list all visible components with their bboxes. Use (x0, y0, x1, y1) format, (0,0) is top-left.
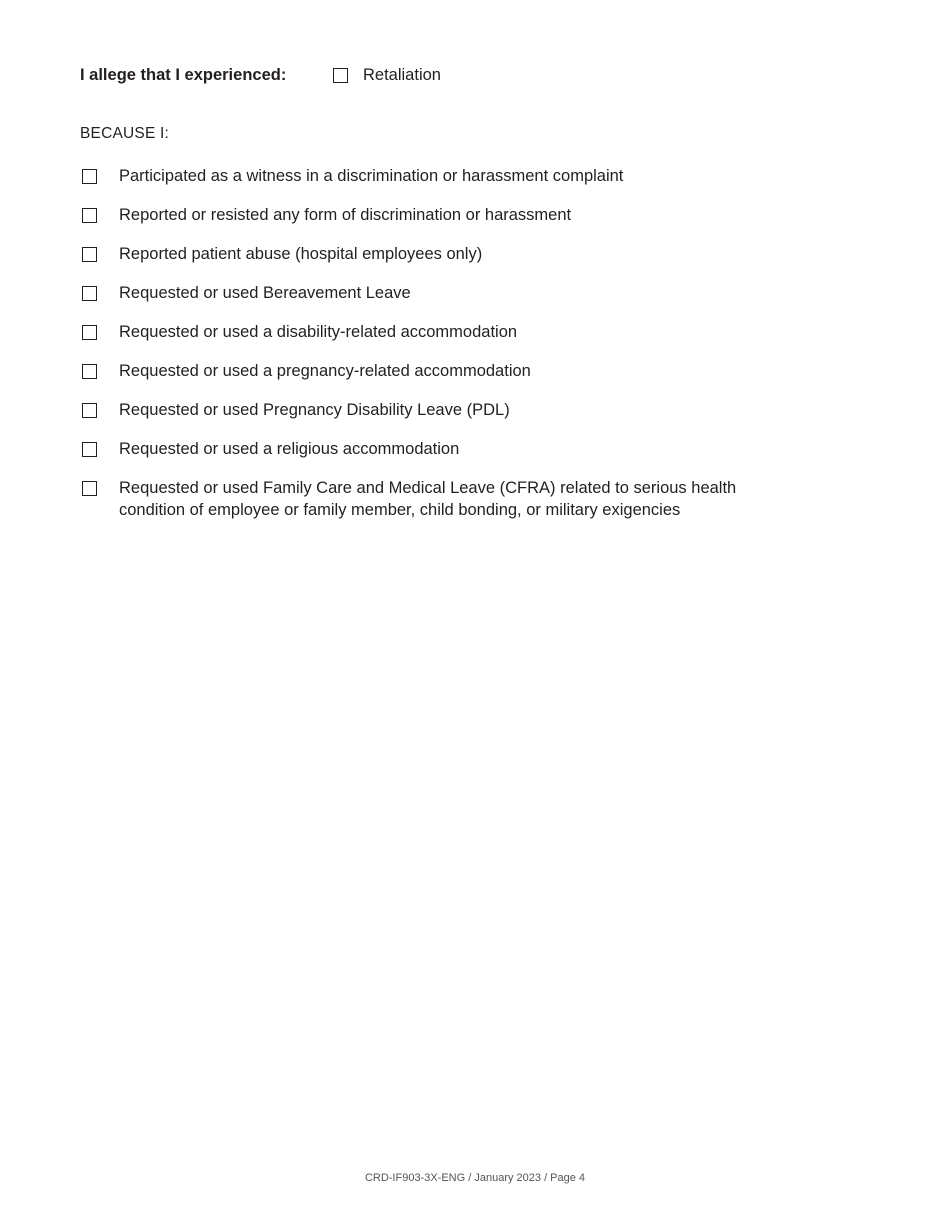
reason-checkbox[interactable] (82, 208, 97, 223)
reason-list (82, 165, 782, 533)
reason-checkbox[interactable] (82, 286, 97, 301)
reason-checkbox[interactable] (82, 247, 97, 262)
reason-label: Participated as a witness in a discrimination or harassment complaint (119, 167, 624, 185)
reason-label: Requested or used a religious accommodation (119, 440, 460, 458)
reason-checkbox[interactable] (82, 442, 97, 457)
reason-item-witness[interactable] (82, 165, 782, 204)
reason-label: Requested or used Bereavement Leave (119, 284, 411, 302)
reason-checkbox[interactable] (82, 325, 97, 340)
reason-item-disability-accommodation[interactable] (82, 321, 782, 360)
reason-item-cfra[interactable] (82, 477, 782, 533)
reason-checkbox[interactable] (82, 481, 97, 496)
page-footer: CRD-IF903-3X-ENG / January 2023 / Page 4 (364, 1172, 586, 1184)
reason-item-pdl[interactable] (82, 399, 782, 438)
because-heading: BECAUSE I: (80, 125, 169, 142)
reason-item-religious-accommodation[interactable] (82, 438, 782, 477)
reason-item-reported-discrimination[interactable] (82, 204, 782, 243)
reason-label: Requested or used Family Care and Medical Leave (CFRA) related to serious health condition of employee or family member, child bonding, or military exigencies (119, 479, 737, 519)
reason-checkbox[interactable] (82, 403, 97, 418)
reason-label: Requested or used Pregnancy Disability Leave (PDL) (119, 401, 510, 419)
retaliation-label: Retaliation (363, 66, 441, 84)
reason-label: Reported or resisted any form of discrimination or harassment (119, 206, 572, 224)
reason-item-bereavement-leave[interactable] (82, 282, 782, 321)
reason-item-pregnancy-accommodation[interactable] (82, 360, 782, 399)
reason-label: Requested or used a disability-related accommodation (119, 323, 518, 341)
reason-label: Requested or used a pregnancy-related accommodation (119, 362, 531, 380)
reason-checkbox[interactable] (82, 364, 97, 379)
reason-item-patient-abuse[interactable] (82, 243, 782, 282)
reason-checkbox[interactable] (82, 169, 97, 184)
reason-label: Reported patient abuse (hospital employees only) (119, 245, 483, 263)
retaliation-checkbox[interactable] (333, 68, 348, 83)
allegation-label: I allege that I experienced: (80, 66, 287, 84)
